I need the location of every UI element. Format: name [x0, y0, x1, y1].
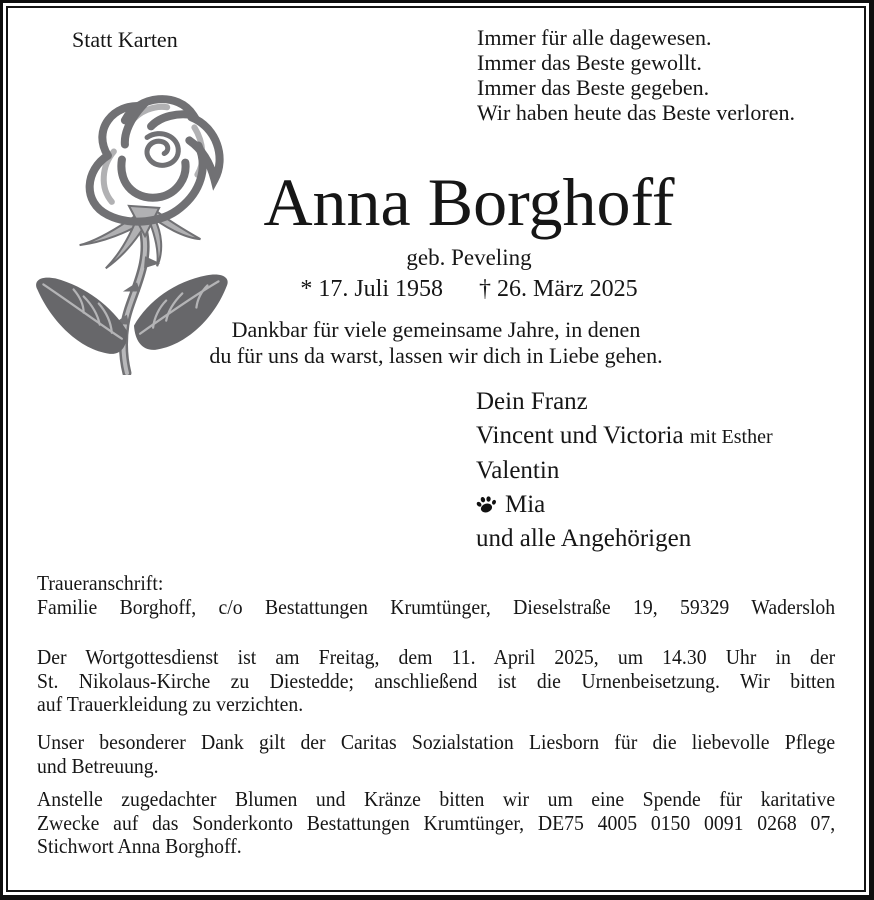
mourners-list: [476, 385, 773, 556]
paragraph-line: und Betreuung.: [37, 753, 159, 778]
mourner-line: [476, 488, 773, 522]
tribute-text: [3, 317, 869, 369]
paw-print-icon: [476, 490, 498, 509]
tribute-line: Dankbar für viele gemeinsame Jahre, in denen: [231, 317, 641, 342]
donation-paragraph: [37, 788, 835, 859]
service-paragraph: [37, 646, 835, 717]
address-label: Traueranschrift:: [37, 571, 164, 595]
paragraph-line: Unser besonderer Dank gilt der Caritas Sozialstation Liesborn für die liebevolle Pflege: [37, 730, 836, 754]
mourner-line: Dein Franz: [476, 388, 588, 415]
mourning-address: [37, 572, 835, 619]
death-date: † 26. März 2025: [479, 276, 638, 302]
epigraph: [477, 25, 795, 125]
paragraph-line: Stichwort Anna Borghoff.: [37, 834, 242, 858]
maiden-name: geb. Peveling: [406, 245, 532, 270]
epigraph-line: Immer das Beste gewollt.: [477, 50, 702, 75]
mourner-line: Valentin: [476, 457, 560, 484]
pet-name: Mia: [505, 491, 546, 518]
epigraph-line: Immer für alle dagewesen.: [477, 25, 712, 50]
mourner-names: Vincent und Victoria: [476, 422, 684, 449]
epigraph-line: Immer das Beste gegeben.: [477, 75, 710, 100]
tribute-line: du für uns da warst, lassen wir dich in Liebe gehen.: [209, 343, 663, 368]
statt-karten-note: Statt Karten: [72, 27, 178, 52]
birth-date: * 17. Juli 1958: [300, 276, 444, 302]
mourner-line: und alle Angehörigen: [476, 525, 692, 552]
mourner-line: [476, 419, 773, 454]
life-dates: [65, 276, 873, 303]
paragraph-line: Der Wortgottesdienst ist am Freitag, dem 11. April 2025, um 14.30 Uhr in der: [37, 645, 836, 669]
paragraph-line: St. Nikolaus-Kirche zu Diestedde; anschließend ist die Urnenbeisetzung. Wir bitten: [37, 668, 836, 693]
paragraph-line: Anstelle zugedachter Blumen und Kränze bitten wir um eine Spende für karitative: [37, 787, 836, 811]
address-line: Familie Borghoff, c/o Bestattungen Krumtünger, Dieselstraße 19, 59329 Wadersloh: [37, 594, 836, 619]
mourner-names-small: mit Esther: [689, 426, 773, 448]
epigraph-line: Wir haben heute das Beste verloren.: [477, 100, 795, 125]
paragraph-line: Zwecke auf das Sonderkonto Bestattungen Krumtünger, DE75 4005 0150 0091 0268 07,: [37, 810, 836, 835]
thanks-paragraph: [37, 731, 835, 778]
obituary-page: [3, 3, 869, 895]
deceased-name: Anna Borghoff: [263, 164, 675, 240]
paragraph-line: auf Trauerkleidung zu verzichten.: [37, 692, 304, 716]
